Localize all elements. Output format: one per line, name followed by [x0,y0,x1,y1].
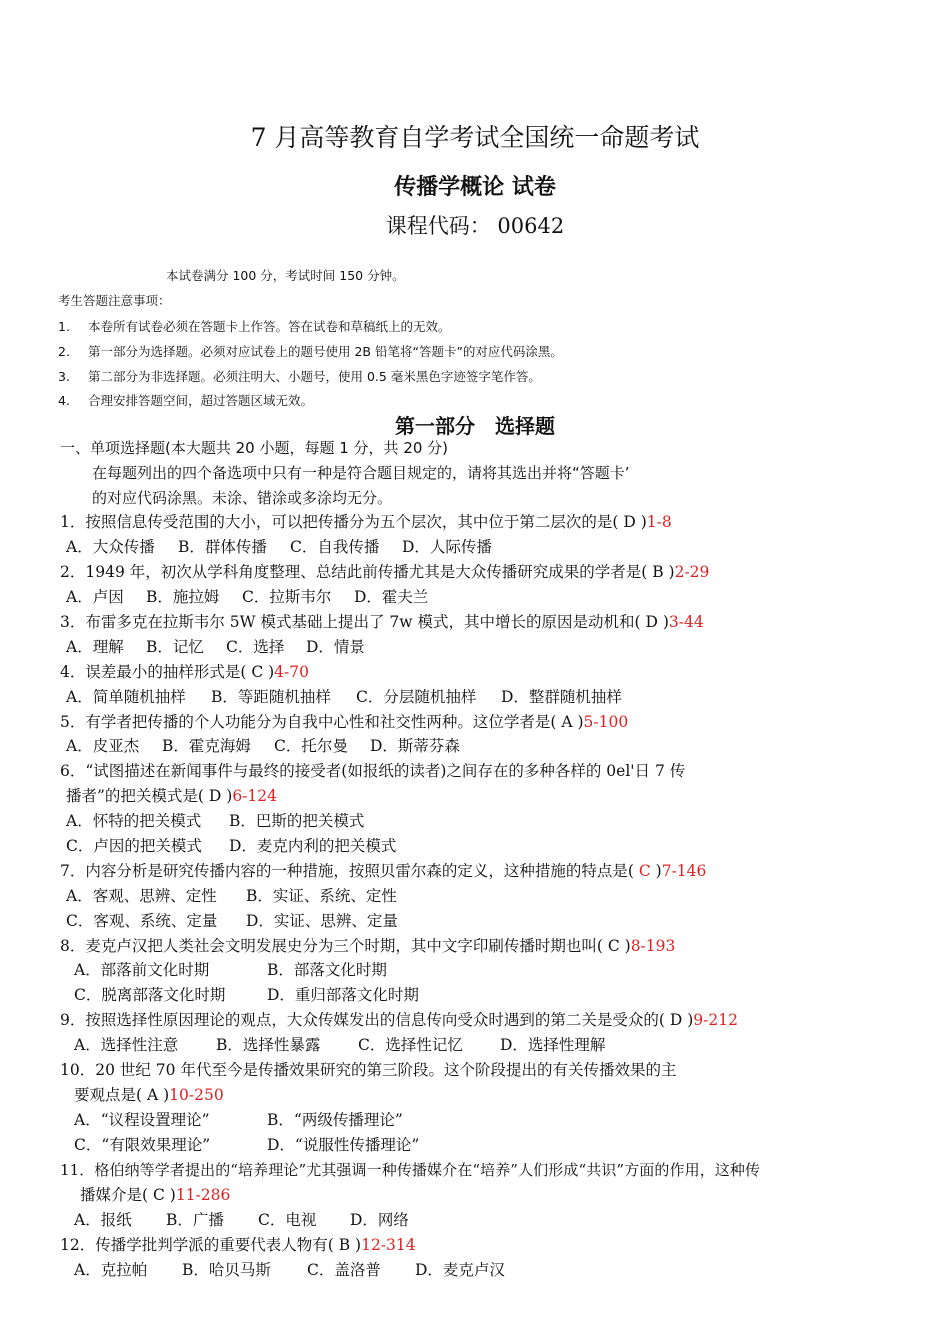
section-instructions: 的对应代码涂黑。未涂、错涂或多涂均无分。 [92,489,393,507]
option: D．情景 [306,638,365,656]
part-heading: 第一部分 选择题 [395,414,555,438]
page-ref: 8-193 [630,937,676,955]
question-options [66,911,398,931]
question-options [66,587,428,607]
question-options [74,1035,605,1055]
option: B．群体传播 [178,538,267,556]
question-stem: 11．格伯纳等学者提出的“培养理论”尤其强调一种传播媒介在“培养”人们形成“共识”方面的作用，这种传 [60,1161,761,1179]
option: C．托尔曼 [274,737,348,755]
option: D．重归部落文化时期 [267,986,419,1004]
option: C．选择 [226,638,285,656]
option: B．霍克海姆 [162,737,251,755]
page-ref: 5-100 [583,713,629,731]
question-options [66,537,492,557]
page-ref: 7-146 [661,862,707,880]
paper-subtitle: 传播学概论 试卷 [394,175,556,200]
note-item [58,317,451,335]
note-text: 合理安排答题空间，超过答题区域无效。 [88,393,314,408]
option: D．整群随机抽样 [501,688,622,706]
note-number: 2. [58,344,70,359]
option: A．怀特的把关模式 [66,812,202,830]
page-ref: 9-212 [693,1011,738,1029]
option: B．选择性暴露 [216,1036,321,1054]
question-stem-continued: 播者”的把关模式是( D )6-124 [66,787,277,805]
option: C．电视 [258,1211,317,1229]
exam-title: 7 月高等教育自学考试全国统一命题考试 [250,123,700,152]
question-options [74,1210,409,1230]
notes-heading: 考生答题注意事项： [58,293,171,308]
option: C．客观、系统、定量 [66,912,218,930]
note-item [58,342,563,360]
option: C．分层随机抽样 [356,688,477,706]
page-ref: 4-70 [274,663,309,681]
question-stem: 8．麦克卢汉把人类社会文明发展史分为三个时期，其中文字印刷传播时期也叫( C )8-193 [60,937,676,955]
question-stem: 6．“试图描述在新闻事件与最终的接受者(如报纸的读者)之间存在的多种各样的 0el'日 7 传 [60,762,686,780]
option: D．“说服性传播理论” [267,1136,420,1154]
note-text: 第二部分为非选择题。必须注明大、小题号，使用 0.5 毫米黑色字迹签字笔作答。 [88,369,541,384]
option: D．麦克内利的把关模式 [229,837,397,855]
note-item [58,367,541,385]
option: A．皮亚杰 [66,737,140,755]
option: B．哈贝马斯 [182,1261,271,1279]
course-code: 课程代码： 00642 [385,214,565,238]
question-options [74,1260,505,1280]
page-ref: 10-250 [169,1086,224,1104]
option: A．克拉帕 [74,1261,148,1279]
section-instructions: 在每题列出的四个备选项中只有一种是符合题目规定的，请将其选出并将“答题卡’ [92,464,630,482]
question-stem: 5．有学者把传播的个人功能分为自我中心性和社交性两种。这位学者是( A )5-100 [60,713,629,731]
option: B．等距随机抽样 [211,688,331,706]
question-stem: 2．1949 年，初次从学科角度整理、总结此前传播尤其是大众传播研究成果的学者是( B )2-29 [60,563,710,581]
option: B．“两级传播理论” [267,1111,403,1129]
option: D．麦克卢汉 [415,1261,505,1279]
question-stem: 1．按照信息传受范围的大小，可以把传播分为五个层次，其中位于第二层次的是( D )1-8 [60,513,672,531]
page-ref: 6-124 [232,787,277,805]
page-ref: 2-29 [674,563,710,581]
page-ref: 12-314 [361,1236,416,1254]
option: A．理解 [66,638,124,656]
note-number: 4. [58,393,70,408]
option: B．广播 [166,1211,224,1229]
option: D．实证、思辨、定量 [246,912,398,930]
option: B．巴斯的把关模式 [229,812,365,830]
option: C．“有限效果理论” [74,1136,211,1154]
note-number: 1. [58,319,70,334]
question-stem: 7．内容分析是研究传播内容的一种措施，按照贝雷尔森的定义，这种措施的特点是( C )7-146 [60,862,707,880]
question-options [74,1110,403,1130]
option: B．部落文化时期 [267,961,387,979]
question-options [66,736,460,756]
question-options [66,637,365,657]
question-options [66,687,622,707]
question-options [66,836,396,856]
page-ref: 11-286 [175,1186,231,1204]
option: D．网络 [350,1211,409,1229]
option: D．选择性理解 [500,1036,606,1054]
option: A．报纸 [74,1211,132,1229]
option: A．部落前文化时期 [74,961,210,979]
question-options [74,985,419,1005]
option: A．选择性注意 [74,1036,179,1054]
option: B．施拉姆 [146,588,220,606]
option: A．客观、思辨、定性 [66,887,217,905]
option: C．盖洛普 [307,1261,381,1279]
option: B．记忆 [146,638,204,656]
page-ref: 1-8 [646,513,672,531]
question-stem-continued: 播媒介是( C )11-286 [80,1186,231,1204]
score-info: 本试卷满分 100 分，考试时间 150 分钟。 [166,268,405,283]
question-stem-continued: 要观点是( A )10-250 [74,1086,224,1104]
note-text: 第一部分为选择题。必须对应试卷上的题号使用 2B 铅笔将“答题卡”的对应代码涂黑。 [88,344,563,359]
question-options [66,811,364,831]
answer: C [633,862,656,880]
page-ref: 3-44 [668,613,704,631]
option: C．卢因的把关模式 [66,837,202,855]
option: B．实证、系统、定性 [246,887,397,905]
question-stem: 4．误差最小的抽样形式是( C )4-70 [60,663,309,681]
option: C．选择性记忆 [358,1036,463,1054]
note-text: 本卷所有试卷必须在答题卡上作答。答在试卷和草稿纸上的无效。 [88,319,451,334]
question-options [66,886,397,906]
question-stem: 12．传播学批判学派的重要代表人物有( B )12-314 [60,1236,416,1254]
question-stem: 9．按照选择性原因理论的观点，大众传媒发出的信息传向受众时遇到的第二关是受众的( D )9-212 [60,1011,738,1029]
option: D．斯蒂芬森 [370,737,460,755]
option: D．人际传播 [402,538,492,556]
option: D．霍夫兰 [354,588,429,606]
note-number: 3. [58,369,70,384]
option: A．简单随机抽样 [66,688,186,706]
question-stem: 10．20 世纪 70 年代至今是传播效果研究的第三阶段。这个阶段提出的有关传播效果的主 [60,1061,677,1079]
note-item [58,391,313,409]
option: C．脱离部落文化时期 [74,986,226,1004]
option: C．自我传播 [290,538,380,556]
option: C．拉斯韦尔 [242,588,332,606]
option: A．大众传播 [66,538,155,556]
option: A．卢因 [66,588,124,606]
option: A．“议程设置理论” [74,1111,210,1129]
question-options [74,960,387,980]
section-instructions: 一、单项选择题(本大题共 20 小题，每题 1 分，共 20 分) [60,439,449,457]
question-stem: 3．布雷多克在拉斯韦尔 5W 模式基础上提出了 7w 模式，其中增长的原因是动机和( D )3-44 [60,613,704,631]
question-options [74,1135,419,1155]
